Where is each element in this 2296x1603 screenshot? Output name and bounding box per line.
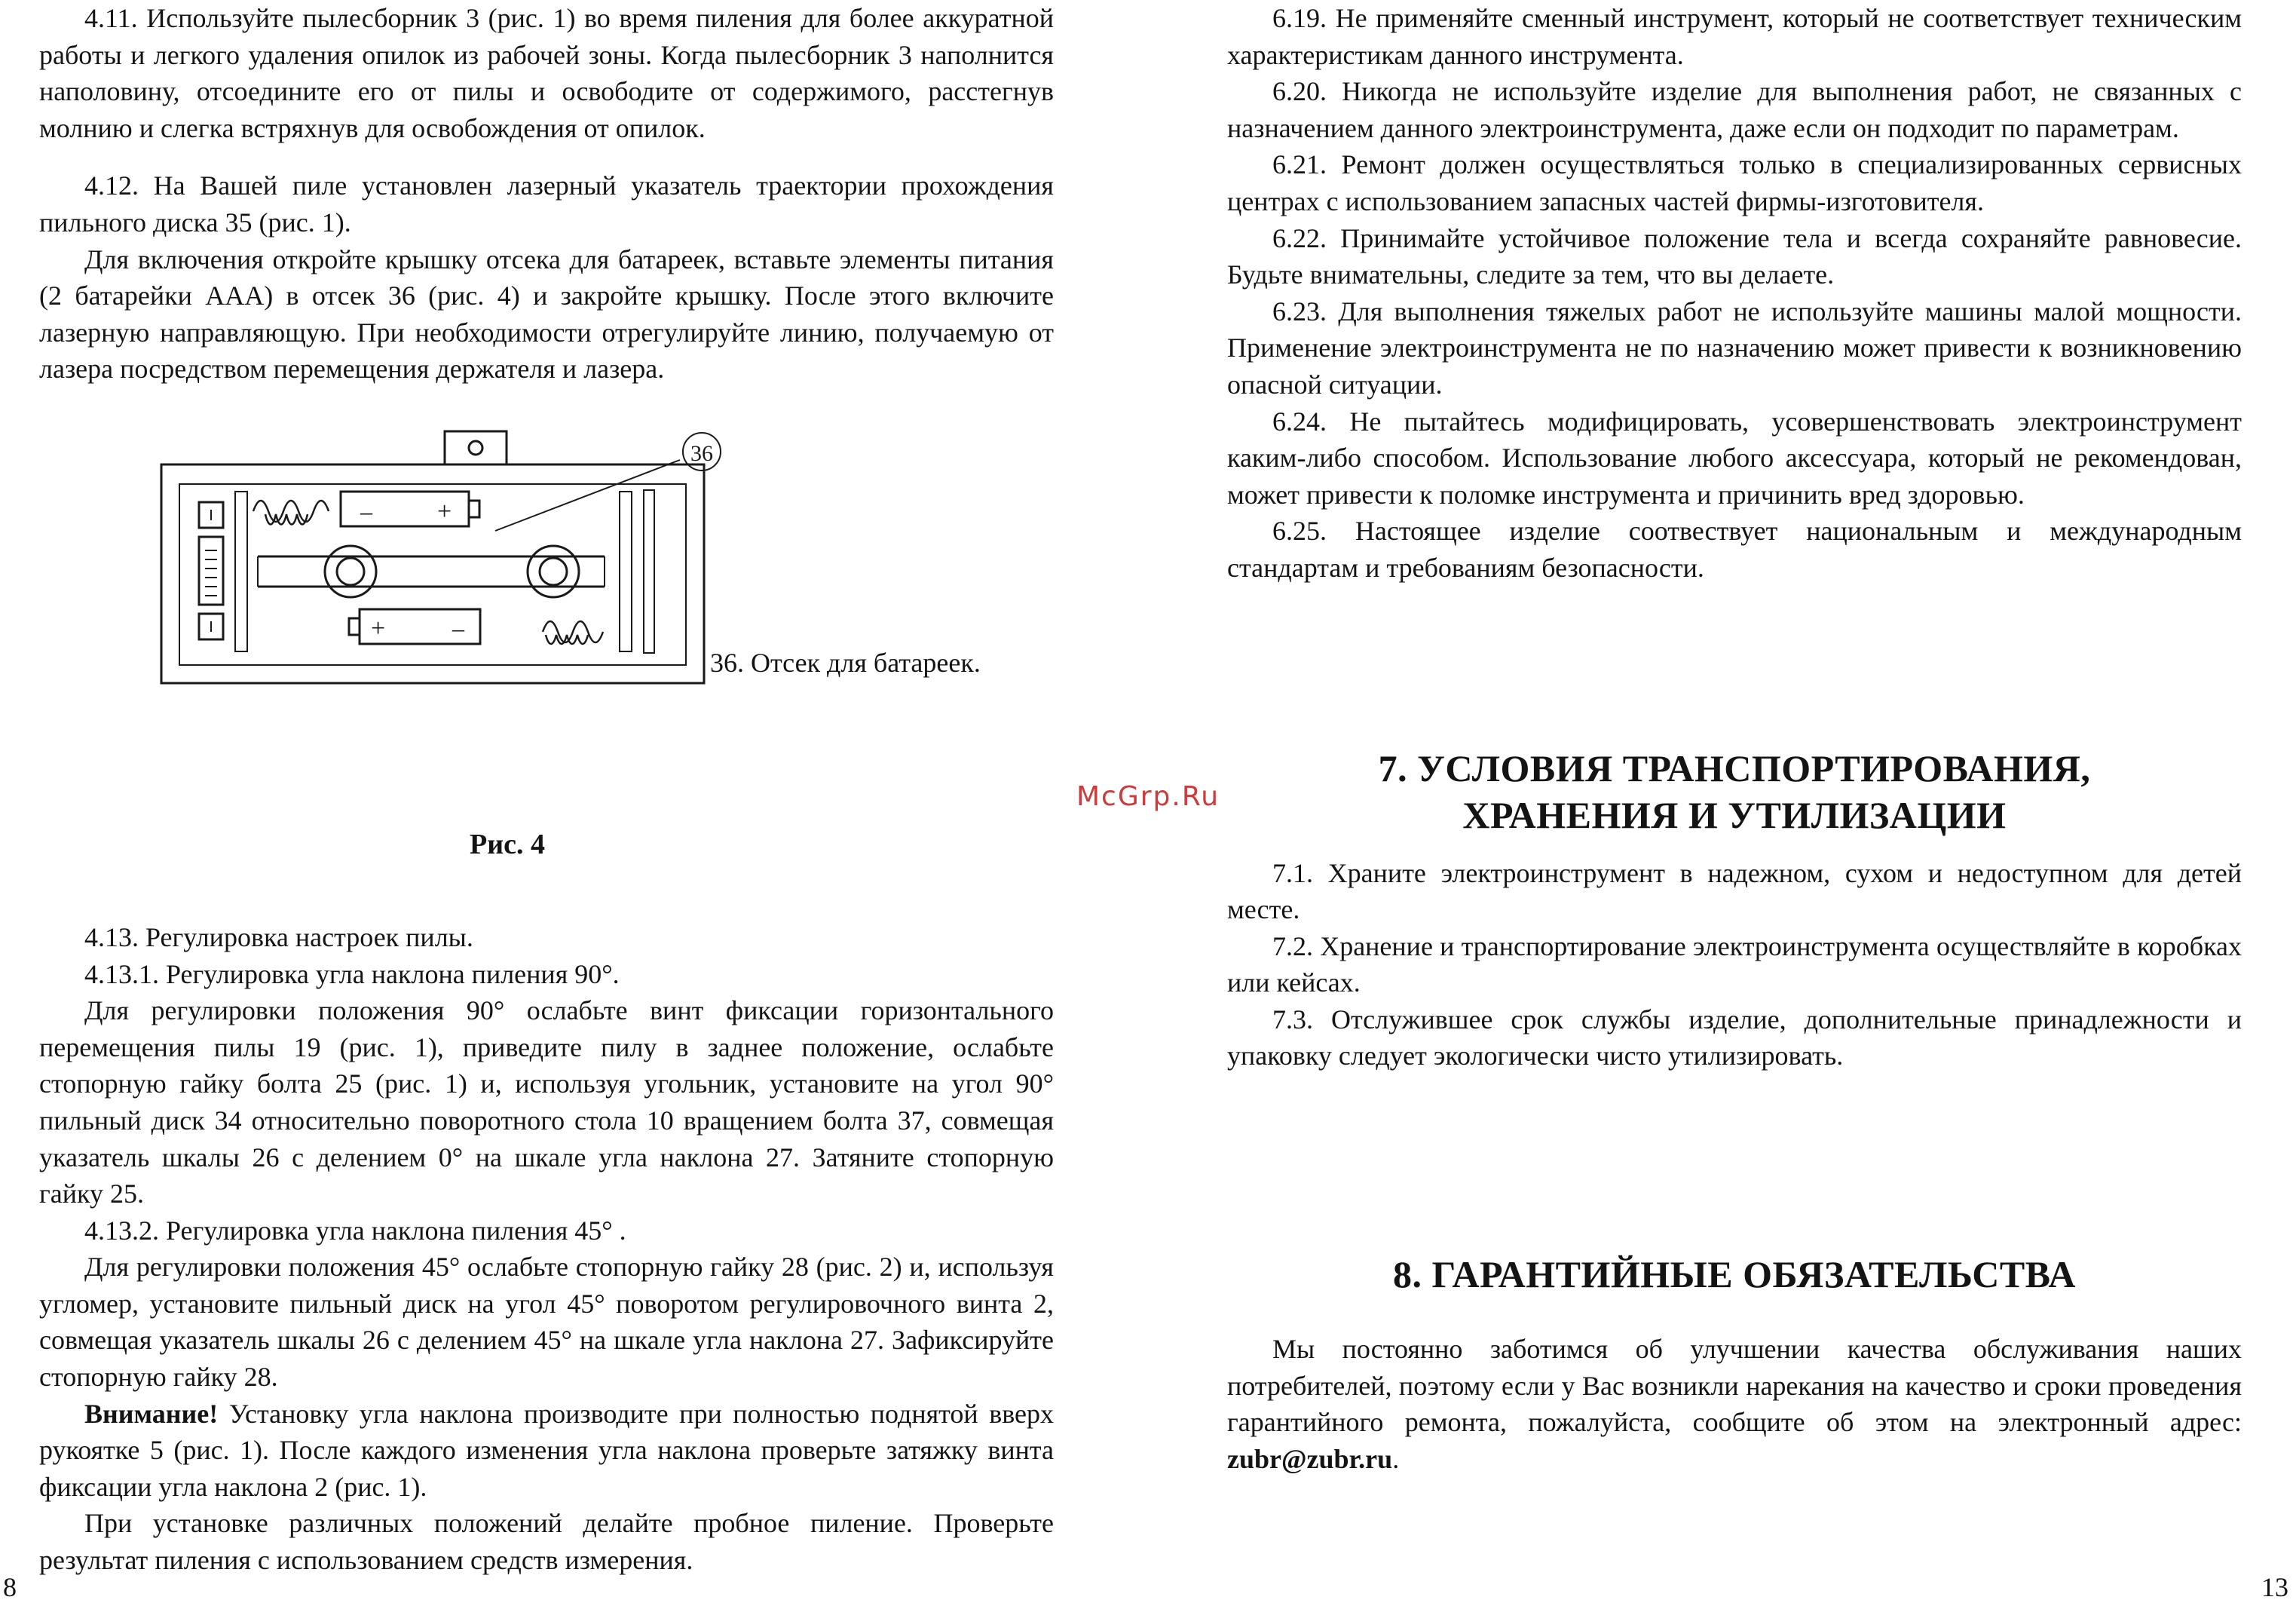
paragraph-6-21: 6.21. Ремонт должен осуществляться только в специализированных сервисных центрах с использованием запасных частей фирмы-изготовителя. — [1227, 149, 2242, 216]
paragraph-4-12-battery: Для включения откройте крышку отсека для батареек, вставьте элементы питания (2 батарейки ААА) в отсек 36 (рис. 4) и закройте крышку. После этого включите лазерную направляющую. При необходимости отрегулируйте линию, получаемую от лазера посредством перемещения держателя и лазера. — [39, 244, 1054, 385]
attention-text: Установку угла наклона производите при полностью поднятой вверх рукоятке 5 (рис. 1). После каждого изменения угла наклона проверьте затяжку винта фиксации угла наклона 2 (рис. 1). — [39, 1398, 1054, 1502]
paragraph-6-24: 6.24. Не пытайтесь модифицировать, усовершенствовать электроинструмент каким-либо способом. Использование любого аксессуара, который не рекомендован, может привести к поломке инструмента и причинить вред здоровью. — [1227, 406, 2242, 510]
callout-number: 36 — [690, 440, 713, 466]
spacer — [1227, 587, 2242, 745]
paragraph-final-check: При установке различных положений делайте пробное пиление. Проверьте результат пиления с использованием средств измерения. — [39, 1508, 1054, 1576]
warranty-text: Мы постоянно заботимся об улучшении качества обслуживания наших потребителей, поэтому если у Вас возникли нарекания на качество и сроки проведения гарантийного ремонта, пожалуйста, сообщите об этом на электронный адрес: — [1227, 1334, 2242, 1438]
paragraph-7-1: 7.1. Храните электроинструмент в надежном, сухом и недоступном для детей месте. — [1227, 857, 2242, 925]
paragraph-4-13-1: 4.13.1. Регулировка угла наклона пиления 90°. — [84, 958, 620, 989]
right-page — [1227, 0, 2242, 1477]
battery-compartment-diagram — [152, 409, 831, 688]
left-page — [39, 0, 1054, 1579]
paragraph-4-13-2-body: Для регулировки положения 45° ослабьте стопорную гайку 28 (рис. 2) и, используя угломер, установите пильный диск на угол 45° поворотом регулировочного винта 2, совмещая указатель шкалы 26 с делением 45° на шкале угла наклона 27. Зафиксируйте стопорную гайку 28. — [39, 1252, 1054, 1393]
paragraph-6-25: 6.25. Настоящее изделие соотвествует национальным и международным стандартам и требованиям безопасности. — [1227, 516, 2242, 583]
paragraph-4-13-2: 4.13.2. Регулировка угла наклона пиления 45° . — [84, 1215, 626, 1246]
page-number-left: 8 — [3, 1572, 17, 1602]
plus-sign: + — [371, 614, 386, 642]
paragraph-4-11: 4.11. Используйте пылесборник 3 (рис. 1) во время пиления для более аккуратной работы и легкого удаления опилок из рабочей зоны. Когда пылесборник 3 наполнится наполовину, отсоедините его от пилы и освободите от содержимого, расстегнув молнию и слегка встряхнув для освобождения от опилок. — [39, 3, 1054, 143]
attention-paragraph — [39, 1396, 1054, 1506]
paragraph-6-20: 6.20. Никогда не используйте изделие для выполнения работ, не связанных с назначением данного электроинструмента, даже если он подходит по параметрам. — [1227, 76, 2242, 143]
paragraph-8-1 — [1227, 1331, 2242, 1477]
section-7-title-line-1: 7. УСЛОВИЯ ТРАНСПОРТИРОВАНИЯ, — [1378, 746, 2091, 789]
section-7-heading — [1227, 745, 2242, 838]
attention-label: Внимание! — [84, 1398, 219, 1429]
figure-title: Рис. 4 — [470, 829, 545, 860]
minus-sign: – — [360, 497, 372, 525]
paragraph-6-23: 6.23. Для выполнения тяжелых работ не используйте машины малой мощности. Применение электроинструмента не по назначению может привести к возникновению опасной ситуации. — [1227, 296, 2242, 400]
page-number-right: 13 — [2261, 1572, 2288, 1602]
paragraph-6-22: 6.22. Принимайте устойчивое положение тела и всегда сохраняйте равновесие. Будьте внимательны, следите за тем, что вы делаете. — [1227, 222, 2242, 290]
section-8-title: 8. ГАРАНТИЙНЫЕ ОБЯЗАТЕЛЬСТВА — [1393, 1253, 2076, 1296]
spacer — [1227, 1074, 2242, 1251]
plus-sign: + — [437, 497, 452, 526]
paragraph-7-2: 7.2. Хранение и транспортирование электроинструмента осуществляйте в коробках или кейсах. — [1227, 930, 2242, 998]
email-link[interactable]: zubr@zubr.ru — [1227, 1443, 1393, 1474]
spacer — [39, 146, 1054, 167]
paragraph-4-13-1-body: Для регулировки положения 90° ослабьте винт фиксации горизонтального перемещения пилы 19 (рис. 1), приведите пилу в заднее положение, ослабьте стопорную гайку болта 25 (рис. 1) и, используя угольник, установите на угол 90° пильный диск 34 относительно поворотного стола 10 вращением болта 37, совмещая указатель шкалы 26 с делением 0° на шкале угла наклона 27. Затяните стопорную гайку 25. — [39, 995, 1054, 1209]
paragraph-4-12: 4.12. На Вашей пиле установлен лазерный указатель траектории прохождения пильного диска 35 (рис. 1). — [39, 170, 1054, 238]
spacer — [1227, 838, 2242, 855]
section-7-title-line-2: ХРАНЕНИЯ И УТИЛИЗАЦИИ — [1462, 793, 2007, 836]
paragraph-4-13: 4.13. Регулировка настроек пилы. — [84, 921, 473, 952]
paragraph-6-19: 6.19. Не применяйте сменный инструмент, который не соответствует техническим характеристикам данного инструмента. — [1227, 3, 2242, 70]
paragraph-7-3: 7.3. Отслужившее срок службы изделие, дополнительные принадлежности и упаковку следует экологически чисто утилизировать. — [1227, 1004, 2242, 1071]
watermark: McGrp.Ru — [1076, 781, 1220, 812]
figure-caption: 36. Отсек для батареек. — [710, 648, 981, 678]
spacer — [1227, 1298, 2242, 1331]
minus-sign: – — [452, 614, 464, 642]
email-tail: . — [1392, 1443, 1400, 1474]
